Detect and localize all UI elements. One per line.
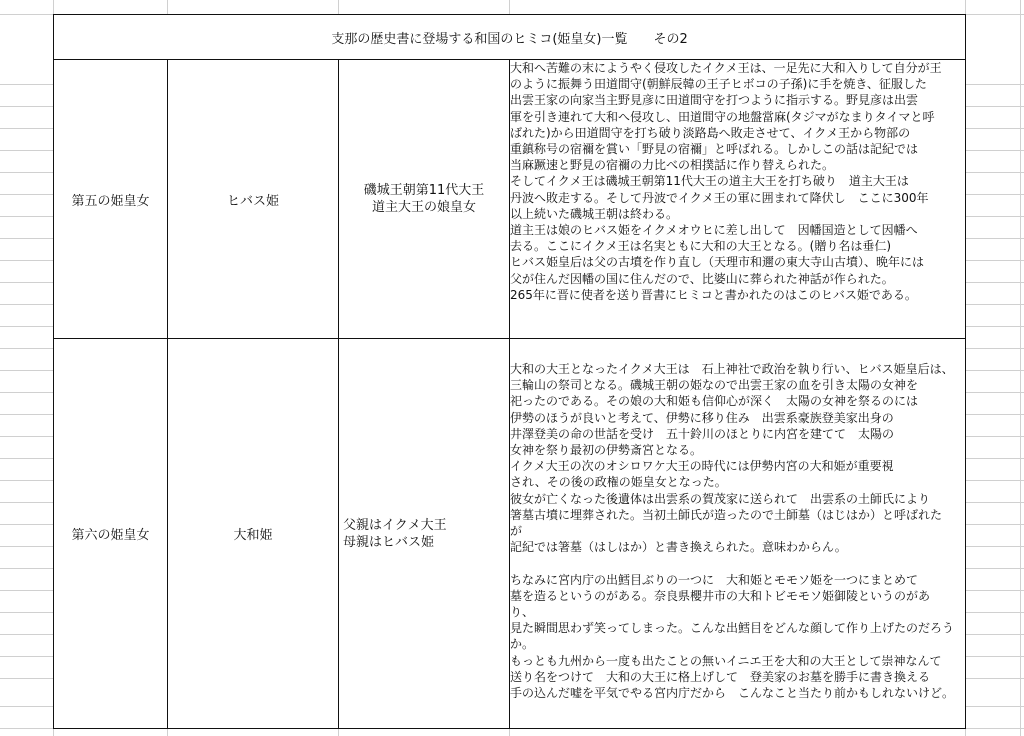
description-line: 祀ったのである。その娘の大和姫も信仰心が深く 太陽の女神を祭るのには	[510, 394, 919, 409]
description-line: 以上続いた磯城王朝は終わる。	[510, 206, 679, 221]
relation-line: 父親はイクメ大王	[343, 517, 447, 533]
description-line: 伊勢のほうが良いと考えて、伊勢に移り住み 出雲系豪族登美家出身の	[510, 410, 894, 425]
description-line: ちなみに宮内庁の出鱈目ぶりの一つに 大和姫とモモソ姫を一つにまとめて	[510, 572, 919, 587]
description-line: 大和の大王となったイクメ大王は 石上神社で政治を執り行い、ヒバス姫皇后は、	[510, 362, 954, 376]
description-cell[interactable]	[510, 60, 966, 339]
relation-cell[interactable]	[339, 339, 510, 729]
description-line: ヒバス姫皇后は父の古墳を作り直し（天理市和邇の東大寺山古墳）、晩年には	[510, 255, 925, 270]
description-line: 手の込んだ嘘を平気でやる宮内庁だから こんなこと当たり前かもしれないけど。	[510, 686, 955, 701]
description-line: か。	[510, 637, 535, 652]
description-line: 箸墓古墳に埋葬された。当初土師氏が造ったので土師墓（はじはか）と呼ばれた	[510, 507, 943, 522]
description-line: イクメ大王の次のオシロワケ大王の時代には伊勢内宮の大和姫が重要視	[510, 459, 894, 474]
relation-line: 磯城王朝第11代大王	[363, 183, 485, 198]
description-line: 見た瞬間思わず笑ってしまった。こんな出鱈目をどんな顔して作り上げたのだろう	[510, 621, 955, 636]
name-cell[interactable]: ヒバス姫	[168, 60, 339, 339]
description-line: 井澤登美の命の世話を受け 五十鈴川のほとりに内宮を建てて 太陽の	[510, 426, 895, 441]
princess-list-table	[53, 14, 966, 729]
description-line: 当麻蹶速と野見の宿禰の力比べの相撲話に作り替えられた。	[510, 158, 835, 173]
description-line: 墓を造るというのがある。奈良県櫻井市の大和トビモモソ姫御陵というのがあ	[510, 588, 931, 603]
description-line: ばれた)から田道間守を打ち破り淡路島へ敗走させて、イクメ王から物部の	[510, 125, 911, 140]
description-line: 去る。ここにイクメ王は名実ともに大和の大王となる。(贈り名は垂仁)	[510, 239, 892, 254]
title-row	[54, 15, 966, 60]
description-line: 軍を引き連れて大和へ侵攻し、田道間守の地盤當麻(タジマがなまりタイマと呼	[510, 109, 935, 124]
description-line	[510, 555, 965, 571]
description-line: 記紀では箸墓（はしはか）と書き換えられた。意味わからん。	[510, 540, 847, 555]
description-line: 大和へ苦難の末にようやく侵攻したイクメ王は、一足先に大和入りして自分が王	[510, 61, 942, 75]
description-line: 父が住んだ因幡の国に住んだので、比婆山に葬られた神話が作られた。	[510, 271, 894, 286]
description-line: され、その後の政権の姫皇女となった。	[510, 475, 727, 490]
description-line: り、	[510, 605, 535, 620]
description-line: 丹波へ敗走する。そして丹波でイクメ王の軍に囲まれて降伏し ここに300年	[510, 190, 929, 205]
description-line: 彼女が亡くなった後遺体は出雲系の賀茂家に送られて 出雲系の土師氏により	[510, 491, 931, 506]
description-line: 265年に晋に使者を送り晋書にヒミコと書かれたのはこのヒバス姫である。	[510, 287, 917, 302]
rank-cell[interactable]: 第五の姫皇女	[54, 60, 168, 339]
table-row	[54, 60, 966, 339]
description-line: もっとも九州から一度も出たことの無いイニエ王を大和の大王として崇神なんて	[510, 653, 942, 668]
name-cell[interactable]: 大和姫	[168, 339, 339, 729]
description-line: 女神を祭り最初の伊勢斎宮となる。	[510, 443, 703, 458]
rank-cell[interactable]: 第六の姫皇女	[54, 339, 168, 729]
relation-cell[interactable]	[339, 60, 510, 339]
description-line: 重鎮称号の宿禰を賞い「野見の宿禰」と呼ばれる。しかしこの話は記紀では	[510, 142, 919, 157]
description-line: 三輪山の祭司となる。磯城王朝の姫なので出雲王家の血を引き太陽の女神を	[510, 378, 919, 393]
relation-line: 道主大王の娘皇女	[371, 200, 476, 215]
table-title[interactable]: 支那の歴史書に登場する和国のヒミコ(姫皇女)一覧 その2	[54, 15, 966, 60]
table-row	[54, 339, 966, 729]
description-line: が	[510, 524, 523, 539]
relation-line: 母親はヒバス姫	[343, 534, 435, 550]
description-line: そしてイクメ王は磯城王朝第11代大王の道主大王を打ち破り 道主大王は	[510, 174, 909, 189]
description-line: 道主王は娘のヒバス姫をイクメオウヒに差し出して 因幡国造として因幡へ	[510, 223, 918, 238]
description-line: 送り名をつけて 大和の大王に格上げして 登美家のお墓を勝手に書き換える	[510, 669, 931, 684]
description-cell[interactable]	[510, 339, 966, 729]
description-line: のように振舞う田道間守(朝鮮辰韓の王子ヒボコの子孫)に手を焼き、征服した	[510, 77, 927, 92]
description-line: 出雲王家の向家当主野見彦に田道間守を打つように指示する。野見彦は出雲	[510, 93, 919, 108]
